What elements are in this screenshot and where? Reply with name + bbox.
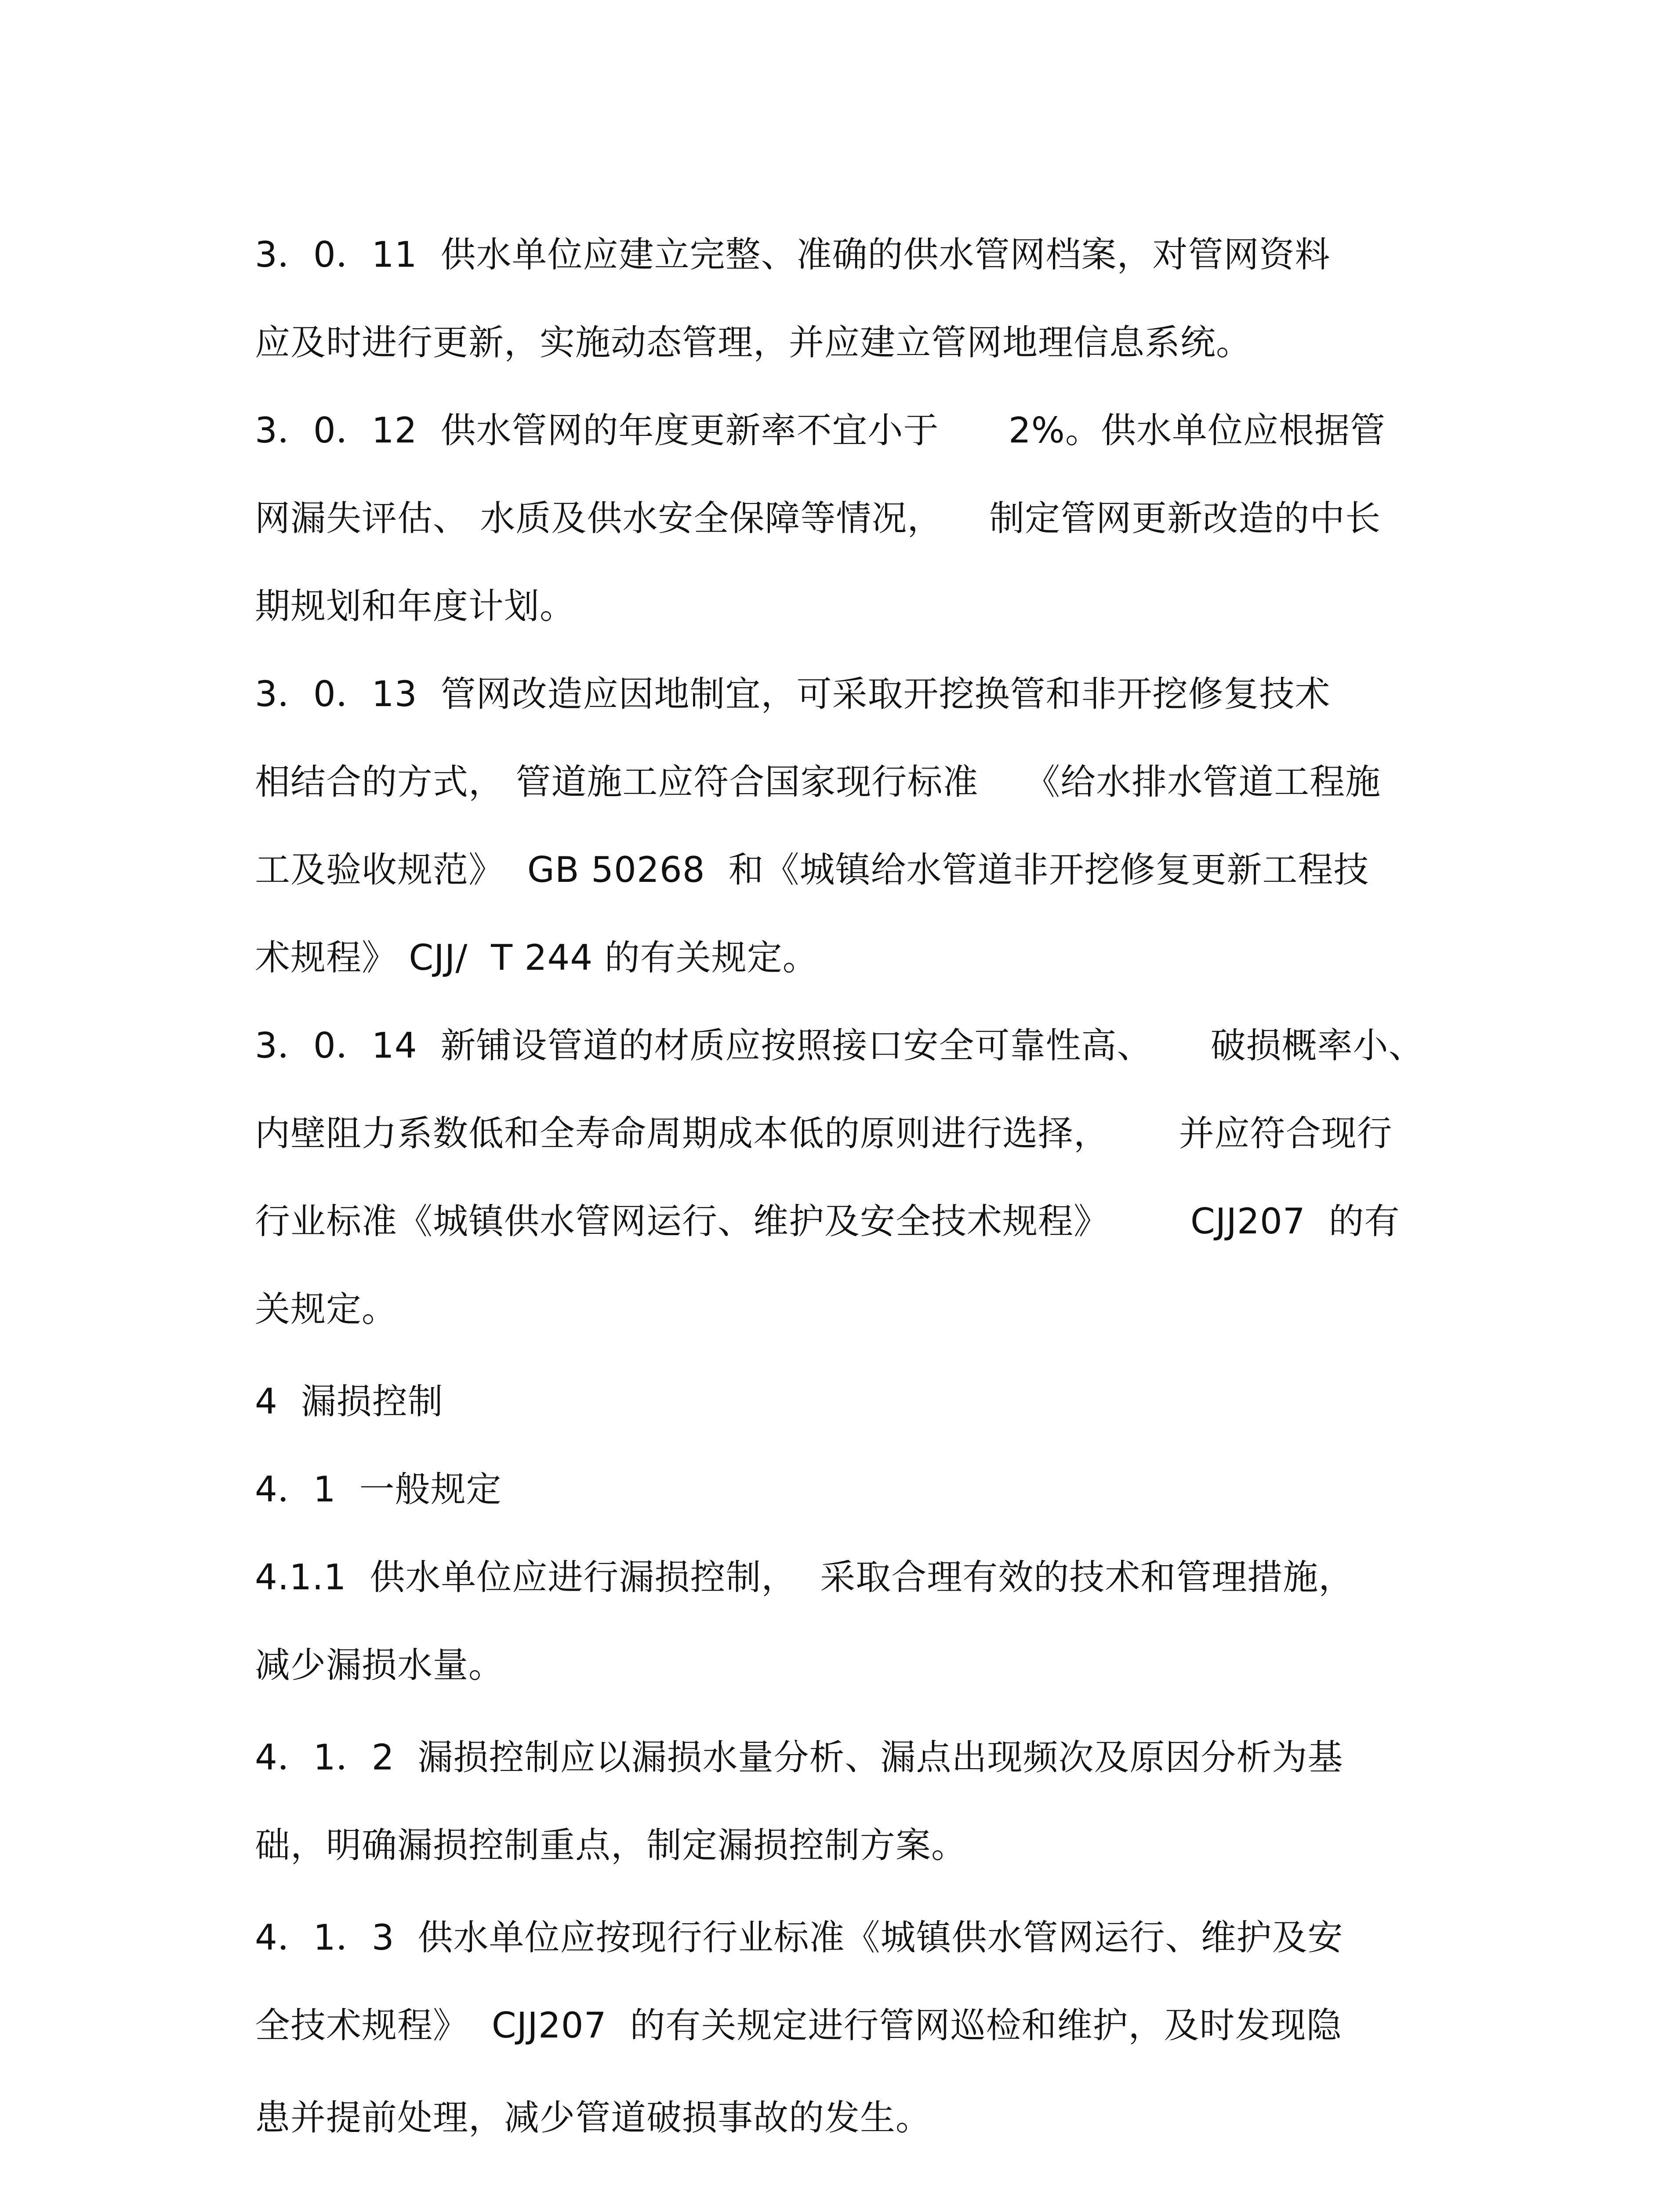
text-line-21: 全技术规程》 CJJ207 的有关规定进行管网巡检和维护，及时发现隐 (255, 2005, 1342, 2046)
text-line-4: 网漏失评估、 水质及供水安全保障等情况， 制定管网更新改造的中长 (255, 498, 1381, 539)
text-line-20: 4．1．3 供水单位应按现行行业标准《城镇供水管网运行、维护及安 (255, 1917, 1343, 1958)
text-line-12: 行业标准《城镇供水管网运行、维护及安全技术规程》 CJJ207 的有 (255, 1201, 1400, 1242)
text-line-22: 患并提前处理，减少管道破损事故的发生。 (255, 2097, 931, 2138)
text-line-16: 4.1.1 供水单位应进行漏损控制， 采取合理有效的技术和管理措施， (255, 1557, 1354, 1598)
text-line-6: 3．0．13 管网改造应因地制宜，可采取开挖换管和非开挖修复技术 (255, 674, 1331, 714)
text-line-9: 术规程》 CJJ/ T 244 的有关规定。 (255, 937, 818, 978)
text-line-3: 3．0．12 供水管网的年度更新率不宜小于 2%。供水单位应根据管 (255, 410, 1386, 451)
text-line-7: 相结合的方式， 管道施工应符合国家现行标准 《给水排水管道工程施 (255, 761, 1381, 802)
text-line-19: 础，明确漏损控制重点，制定漏损控制方案。 (255, 1825, 967, 1866)
text-line-5: 期规划和年度计划。 (255, 586, 575, 627)
text-line-13: 关规定。 (255, 1289, 397, 1330)
text-line-10: 3．0．14 新铺设管道的材质应按照接口安全可靠性高、 破损概率小、 (255, 1025, 1424, 1066)
heading-general-provisions: 4．1 一般规定 (255, 1469, 502, 1510)
text-line-2: 应及时进行更新，实施动态管理，并应建立管网地理信息系统。 (255, 322, 1252, 363)
text-line-11: 内壁阻力系数低和全寿命周期成本低的原则进行选择， 并应符合现行 (255, 1113, 1393, 1154)
text-line-8: 工及验收规范》 GB 50268 和《城镇给水管道非开挖修复更新工程技 (255, 849, 1369, 890)
heading-leak-control: 4 漏损控制 (255, 1381, 443, 1422)
text-line-1: 3．0．11 供水单位应建立完整、准确的供水管网档案，对管网资料 (255, 234, 1331, 275)
text-line-18: 4．1．2 漏损控制应以漏损水量分析、漏点出现频次及原因分析为基 (255, 1737, 1343, 1778)
text-line-17: 减少漏损水量。 (255, 1645, 504, 1686)
